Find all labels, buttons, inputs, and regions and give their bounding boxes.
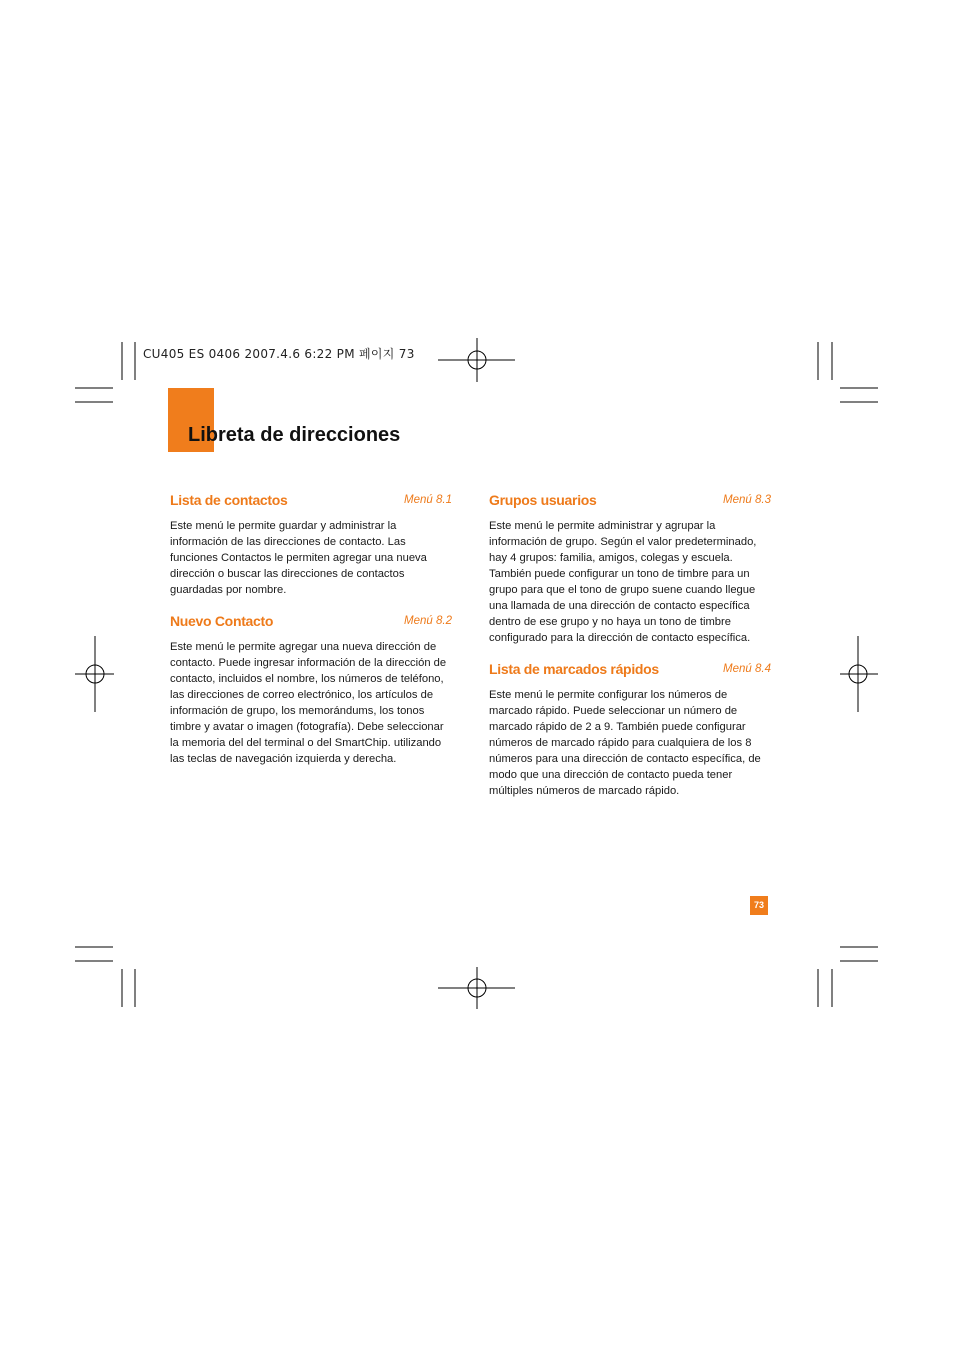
print-slug: CU405 ES 0406 2007.4.6 6:22 PM 페이지 73 [143, 347, 415, 361]
menu-reference: Menú 8.4 [723, 663, 771, 675]
registration-target-icon [438, 967, 515, 1009]
menu-reference: Menú 8.3 [723, 494, 771, 506]
menu-reference: Menú 8.2 [404, 615, 452, 627]
section-body: Este menú le permite configurar los números de marcado rápido. Puede seleccionar un número de marcado rápido de 2 a 9. También puede configurar números de marcado rápido para cualquiera de los 8 números para una dirección de contacto específica, de modo que una dirección de contacto pueda tener múltiples números de marcado rápido. [489, 689, 761, 797]
section-grupos-usuarios [489, 492, 771, 646]
registration-target-icon [75, 636, 114, 712]
registration-target-icon [438, 338, 515, 382]
section-lista-de-marcados-rapidos [489, 661, 771, 799]
section-body: Este menú le permite agregar una nueva dirección de contacto. Puede ingresar información de la dirección de contacto, incluidos el nombre, los números de teléfono, las direcciones de correo electrónico, los artículos de información de grupo, los memorándums, los tonos timbre y avatar o imagen (fotografía). Debe seleccionar la memoria del del terminal o del SmartChip. utilizando las teclas de navegación izquierda y derecha. [170, 641, 447, 765]
page-title: Libreta de direcciones [188, 424, 401, 446]
page-number: 73 [750, 896, 768, 915]
section-body: Este menú le permite guardar y administrar la información de las direcciones de contacto. Las funciones Contactos le permiten agregar una nueva dirección o buscar las direcciones de contactos guardadas por nombre. [170, 520, 427, 596]
section-body: Este menú le permite administrar y agrupar la información de grupo. Según el valor predeterminado, hay 4 grupos: familia, amigos, colegas y escuela. También puede configurar un tono de timbre para un grupo para que el tono de grupo suene cuando llegue una llamada de una dirección de contacto específica dentro de ese grupo y no haya un tono de timbre configurado para la dirección de contacto específica. [489, 520, 757, 644]
section-title: Nuevo Contacto [170, 613, 274, 629]
section-title: Lista de marcados rápidos [489, 661, 659, 677]
section-title: Lista de contactos [170, 492, 288, 508]
section-nuevo-contacto [170, 613, 452, 767]
registration-target-icon [840, 636, 878, 712]
section-lista-de-contactos [170, 492, 452, 598]
section-title: Grupos usuarios [489, 492, 597, 508]
menu-reference: Menú 8.1 [404, 494, 452, 506]
